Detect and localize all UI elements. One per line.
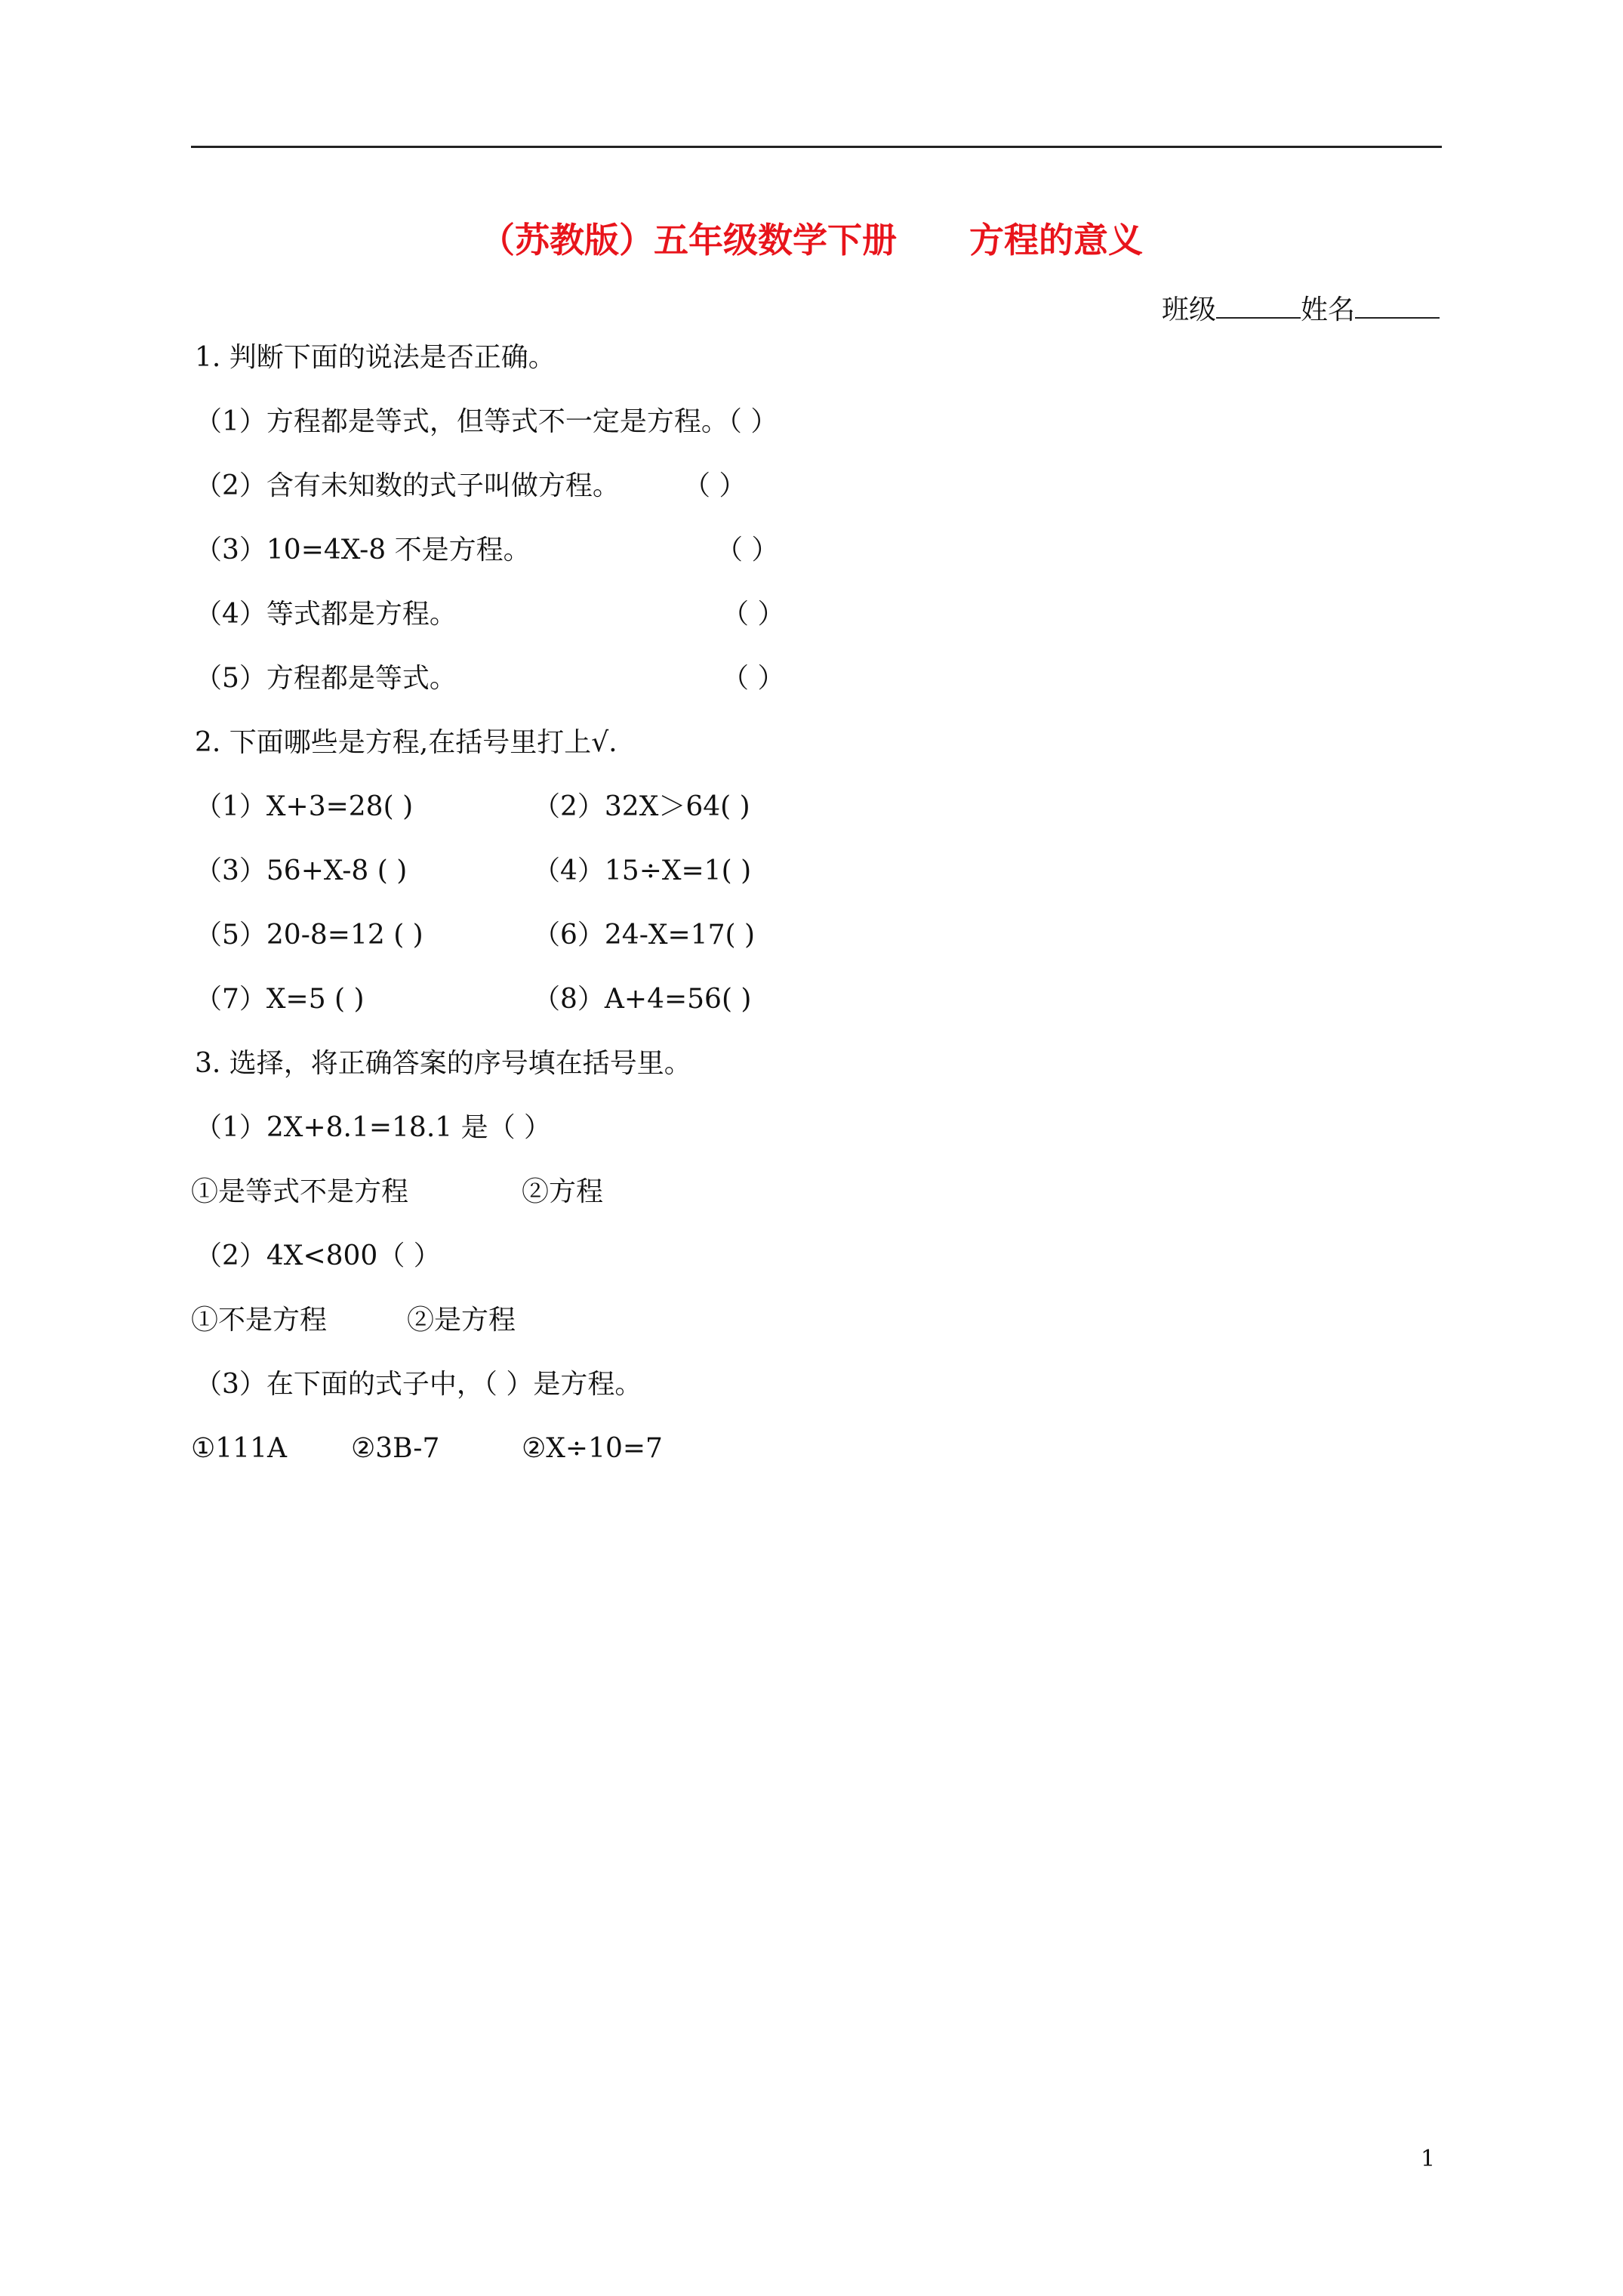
q1-item-1: [195, 405, 778, 439]
class-label: 班级: [1161, 294, 1216, 325]
page-number: 1: [1421, 2146, 1436, 2172]
q1-item-5: （5）方程都是等式。: [195, 663, 457, 694]
q3-sub1-option-b: ②方程: [522, 1176, 604, 1207]
q1-item-2-text: （2）含有未知数的式子叫做方程。: [195, 470, 620, 501]
q3-sub2-option-b: ②是方程: [407, 1305, 516, 1336]
q2-item-6[interactable]: （6）24-X=17( ): [533, 920, 756, 951]
q1-item-3: （3）10=4X-8 不是方程。: [195, 535, 531, 566]
q1-item-4-blank[interactable]: （ ）: [722, 599, 785, 630]
q3-sub3-option-c: ②X÷10=7: [522, 1433, 663, 1464]
q1-item-2-blank[interactable]: （ ）: [683, 470, 747, 501]
q1-header: 1. 判断下面的说法是否正确。: [195, 342, 556, 373]
header-rule: [191, 146, 1442, 148]
q3-sub3-option-b: ②3B-7: [351, 1433, 440, 1464]
q1-item-3-blank[interactable]: （ ）: [716, 535, 779, 566]
q3-sub2-option-a: ①不是方程: [191, 1305, 328, 1336]
q1-item-1-text: （1）方程都是等式，但等式不一定是方程。: [195, 406, 728, 437]
q2-header: 2. 下面哪些是方程,在括号里打上√.: [195, 727, 617, 758]
name-blank[interactable]: [1355, 293, 1440, 319]
q2-item-8[interactable]: （8）A+4=56( ): [533, 984, 752, 1015]
q3-sub3-option-a: ①111A: [191, 1433, 287, 1464]
q2-item-4[interactable]: （4）15÷X=1( ): [533, 855, 752, 886]
q3-sub3-text[interactable]: （3）在下面的式子中，（ ）是方程。: [195, 1369, 642, 1400]
name-label: 姓名: [1300, 294, 1355, 325]
class-blank[interactable]: [1216, 293, 1301, 319]
q2-item-5[interactable]: （5）20-8=12 ( ): [195, 920, 423, 951]
q3-header: 3. 选择，将正确答案的序号填在括号里。: [195, 1048, 691, 1079]
q1-item-5-blank[interactable]: （ ）: [722, 663, 785, 694]
q2-item-7[interactable]: （7）X=5 ( ): [195, 984, 365, 1015]
q3-sub2-text[interactable]: （2）4X<800（ ）: [195, 1240, 441, 1271]
q3-sub1-text[interactable]: （1）2X+8.1=18.1 是（ ）: [195, 1112, 552, 1143]
q2-item-3[interactable]: （3）56+X-8 ( ): [195, 855, 408, 886]
class-name-fields: [1162, 288, 1440, 327]
q1-item-2: [195, 470, 620, 503]
q1-item-1-blank[interactable]: （ ）: [728, 406, 778, 437]
q2-item-2[interactable]: （2）32X＞64( ): [533, 791, 750, 822]
q3-sub1-option-a: ①是等式不是方程: [191, 1176, 409, 1207]
q1-item-4: （4）等式都是方程。: [195, 599, 457, 630]
page-title: （苏教版）五年级数学下册 方程的意义: [479, 220, 1144, 260]
q2-item-1[interactable]: （1）X+3=28( ): [195, 791, 414, 822]
